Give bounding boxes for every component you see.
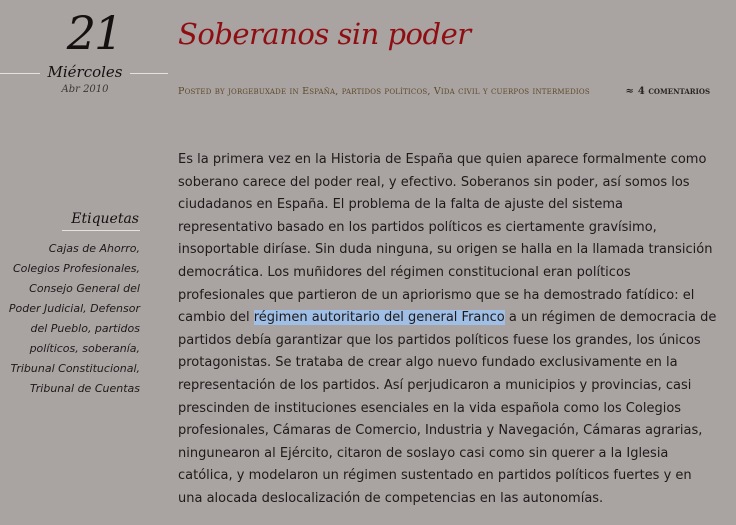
tags-sidebar — [0, 210, 140, 399]
tag-line[interactable]: del Pueblo, partidos — [30, 322, 140, 335]
comments-label: comentarios — [648, 86, 710, 97]
meta-prefix: Posted by — [178, 86, 225, 97]
comments-count: 4 — [637, 86, 645, 97]
post-meta — [178, 85, 598, 99]
tags-heading: Etiquetas — [71, 211, 139, 227]
comments-icon: ≈ — [625, 86, 634, 97]
post-paragraph — [178, 149, 718, 511]
tag-line[interactable]: Tribunal Constitucional, — [10, 362, 140, 375]
tag-line[interactable]: Consejo General del — [29, 282, 140, 295]
post-title[interactable]: Soberanos sin poder — [178, 17, 471, 51]
tag-line[interactable]: políticos, soberanía, — [29, 342, 140, 355]
category-links[interactable]: España, partidos políticos, Vida civil y cuerpos intermedios — [302, 86, 590, 97]
paragraph-text-before: Es la primera vez en la Historia de España que quien aparece formalmente como soberano carece del poder real, y efectivo. Soberanos sin poder, así somos los ciudadanos en España. El problema de la falta de ajuste del sistema representativo basado en los partidos políticos es ciertamente gravísimo, insoportable diríase. Sin duda ninguna, su origen se halla en la llamada transición democrática. Los muñidores del régimen constitucional eran políticos profesionales que partieron de un apriorismo que se ha demostrado fatídico: el cambio del — [178, 152, 713, 326]
date-day: 21 — [66, 6, 122, 60]
date-weekday: Miércoles — [40, 62, 130, 82]
author-link[interactable]: jorgebuxade — [228, 86, 287, 97]
date-month-year: Abr 2010 — [61, 84, 109, 95]
tag-line[interactable]: Tribunal de Cuentas — [29, 382, 140, 395]
tag-line[interactable]: Poder Judicial, Defensor — [8, 302, 140, 315]
tag-line[interactable]: Cajas de Ahorro, — [48, 242, 140, 255]
paragraph-text-after: a un régimen de democracia de partidos debía garantizar que los partidos políticos fuese los grandes, los únicos protagonistas. Se trataba de crear algo nuevo fundado exclusivamente en la representación de los partidos. Así perjudicaron a municipios y provincias, casi prescinden de instituciones esenciales en la vida española como los Colegios profesionales, Cámaras de Comercio, Industria y Navegación, Cámaras agrarias, ningunearon al Ejército, citaron de soslayo casi como sin querer a la Iglesia católica, y modelaron un régimen sustentado en partidos políticos fuertes y en una alocada deslocalización de competencias en las autonomías. — [178, 310, 717, 506]
tag-line[interactable]: Colegios Profesionales, — [12, 262, 140, 275]
comments-link[interactable] — [626, 85, 711, 99]
meta-in: in — [289, 86, 299, 97]
tags-divider — [62, 230, 140, 231]
tags-list — [0, 239, 140, 399]
post-content — [178, 149, 718, 511]
selected-text[interactable]: régimen autoritario del general Franco — [253, 310, 505, 326]
